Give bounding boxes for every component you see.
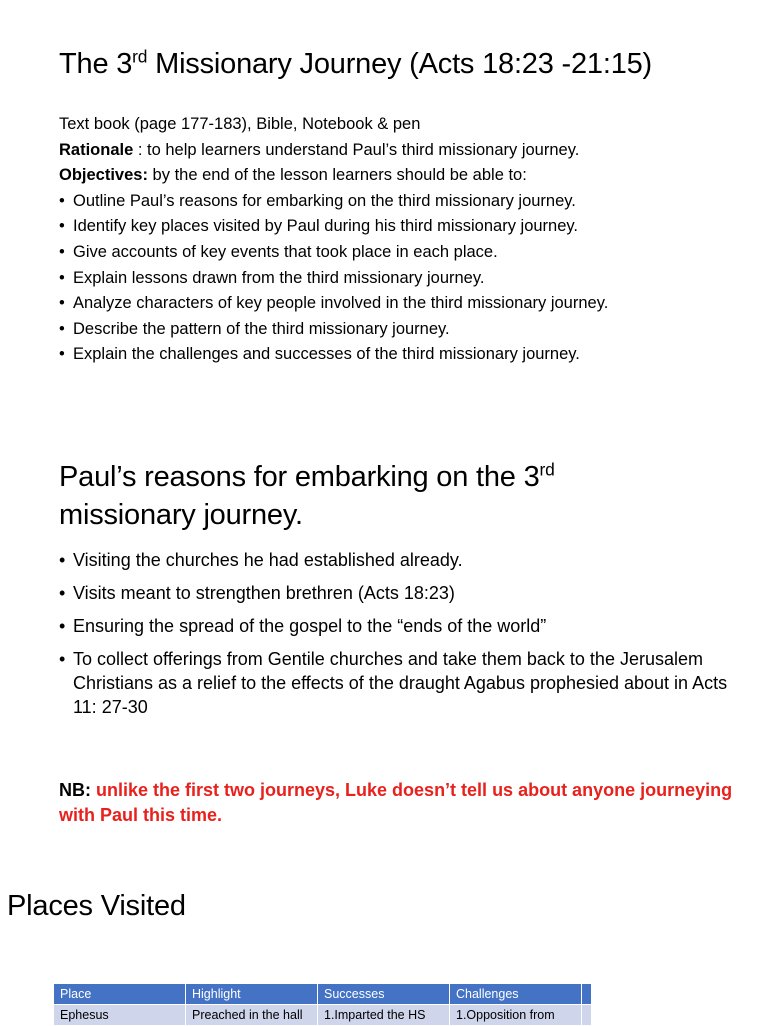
rationale-line: Rationale : to help learners understand Paul’s third missionary journey. <box>59 140 580 159</box>
list-item: • Identify key places visited by Paul during his third missionary journey. <box>59 217 579 236</box>
list-item: • Outline Paul’s reasons for embarking on the third missionary journey. <box>59 191 576 210</box>
list-item: • Visiting the churches he had established already. <box>59 550 463 570</box>
nb-text: unlike the first two journeys, Luke doesn’t tell us about anyone journeying with Paul this time. <box>59 780 733 825</box>
table-cell: 1.Opposition from <box>450 1005 582 1026</box>
reasons-body <box>59 548 739 728</box>
list-item: • Explain the challenges and successes of the third missionary journey. <box>59 345 580 364</box>
slide-body <box>59 112 749 368</box>
reasons-list <box>59 548 739 719</box>
slide-title: The 3rd Missionary Journey (Acts 18:23 -21:15) <box>59 46 653 80</box>
table-cell: Preached in the hall <box>186 1005 318 1026</box>
slide-third-missionary-journey <box>0 0 768 400</box>
nb-label: NB: <box>59 780 91 800</box>
list-item: • Visits meant to strengthen brethren (Acts 18:23) <box>59 583 455 603</box>
table-header-row <box>54 984 592 1005</box>
rationale-label: Rationale <box>59 140 134 159</box>
list-item: • Explain lessons drawn from the third missionary journey. <box>59 268 485 287</box>
header-successes: Successes <box>318 984 450 1005</box>
header-highlight: Highlight <box>186 984 318 1005</box>
list-item: • Give accounts of key events that took place in each place. <box>59 242 498 261</box>
places-table <box>53 983 592 1026</box>
table-cell: 1.Imparted the HS <box>318 1005 450 1026</box>
slide-title: Places Visited <box>7 890 186 922</box>
list-item: • Ensuring the spread of the gospel to the “ends of the world” <box>59 616 547 636</box>
objectives-label: Objectives: <box>59 166 148 185</box>
objectives-line: Objectives: by the end of the lesson learners should be able to: <box>59 166 527 185</box>
header-challenges: Challenges <box>450 984 582 1005</box>
objectives-list <box>59 189 749 368</box>
materials-line: Text book (page 177-183), Bible, Notebook & pen <box>59 115 421 133</box>
slide-title: Paul’s reasons for embarking on the 3rd missionary journey. <box>59 459 555 531</box>
list-item: • To collect offerings from Gentile churches and take them back to the Jerusalem Christians as a relief to the effects of the draught Agabus prophesied about in Acts 11: 27-30 <box>59 649 728 717</box>
slide-places-visited <box>0 880 768 1024</box>
header-extra <box>582 984 592 1005</box>
table-row <box>54 1005 592 1026</box>
table-cell: Ephesus <box>54 1005 186 1026</box>
slide-reasons <box>0 450 768 830</box>
table-cell <box>582 1005 592 1026</box>
header-place: Place <box>54 984 186 1005</box>
list-item: • Analyze characters of key people involved in the third missionary journey. <box>59 294 609 313</box>
nb-note <box>59 778 739 828</box>
list-item: • Describe the pattern of the third missionary journey. <box>59 319 450 338</box>
